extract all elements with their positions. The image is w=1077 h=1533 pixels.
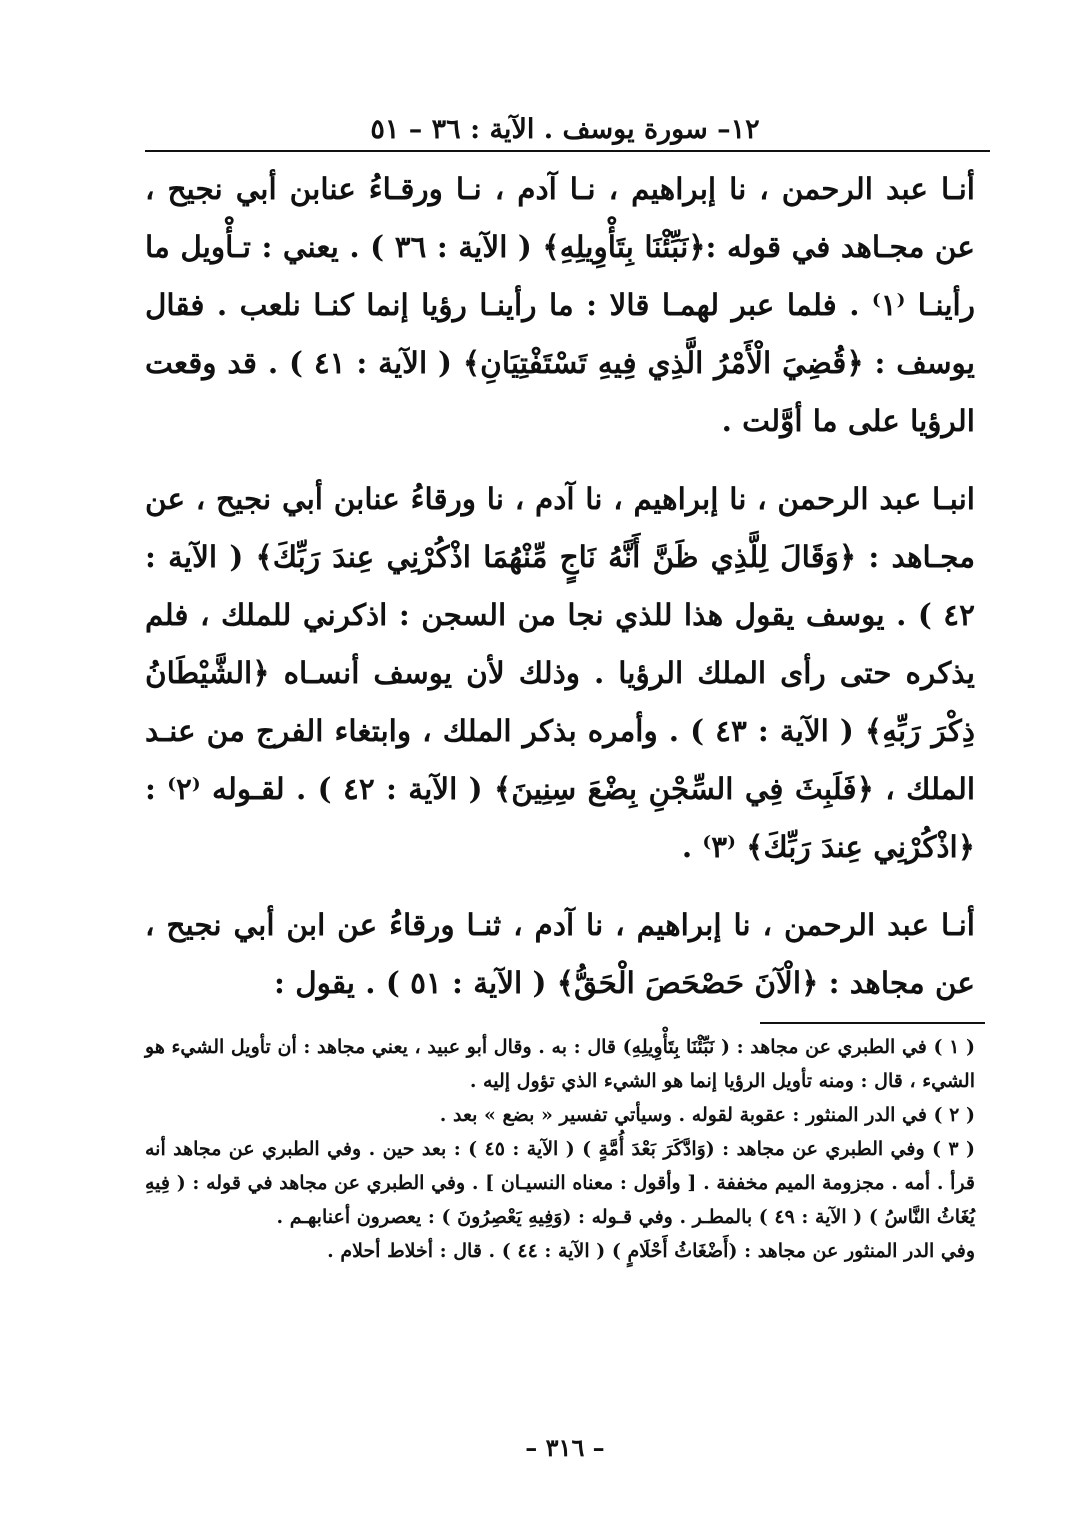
footnote-3-continued: وفي الدر المنثور عن مجاهد : (أَضْغَاثُ أَحْلَامٍ ) ( الآية : ٤٤ ) . قال : أخلاط أحلام . — [327, 1240, 975, 1262]
paragraph-3: أنـا عبد الرحمن ، نا إبراهيم ، نا آدم ، ثنـا ورقاءُ عن ابن أبي نجيح ، عن مجاهد : ﴿الْآنَ حَصْحَصَ الْحَقُّ﴾ ( الآية : ٥١ ) . يقول : — [145, 907, 975, 1000]
footnote-2: ( ٢ ) في الدر المنثور : عقوبة لقوله . وسيأتي تفسير « بضع » بعد . — [439, 1104, 975, 1126]
running-head: ١٢– سورة يوسف . الآية : ٣٦ – ٥١ — [370, 114, 760, 145]
paragraph-1: أنـا عبد الرحمن ، نا إبراهيم ، نـا آدم ، نـا ورقـاءُ عنابن أبي نجيح ، عن مجـاهد في قوله :﴿نَبِّئْنَا بِتَأْوِيلِهِ﴾ ( الآية : ٣٦ ) . يعني : تـأْويل ما رأينـا ⁽١⁾ . فلما عبر لهمـا قالا : ما رأينـا رؤيا إنما كنـا نلعب . فقال يوسف : ﴿قُضِيَ الْأَمْرُ الَّذِي فِيهِ تَسْتَفْتِيَانِ﴾ ( الآية : ٤١ ) . قد وقعت الرؤيا على ما أوَّلت . — [145, 171, 975, 438]
footnote-1: ( ١ ) في الطبري عن مجاهد : ( نَبِّئْنَا بِتَأْوِيلِهِ) قال : به . وقال أبو عبيد ، يعني مجاهد : أن تأويل الشيء هو الشيء ، قال : ومنه تأويل الرؤيا إنما هو الشيء الذي تؤول إليه . — [145, 1036, 975, 1092]
footnote-3: ( ٣ ) وفي الطبري عن مجاهد : (وَادَّكَرَ بَعْدَ أُمَّةٍ ) ( الآية : ٤٥ ) : بعد حين . وفي الطبري عن مجاهد أنه قرأ . أمه . مجزومة الميم مخففة . [ وأقول : معناه النسيـان ] . وفي الطبري عن مجاهد في قوله : ( فِيهِ يُغَاثُ النَّاسُ ) ( الآية : ٤٩ ) بالمطـر . وفي قـوله : (وَفِيهِ يَعْصِرُونَ ) : يعصرون أعنابهـم . — [145, 1138, 976, 1228]
paragraph-2: انبـا عبد الرحمن ، نا إبراهيم ، نا آدم ، نا ورقاءُ عنابن أبي نجيح ، عن مجـاهد : ﴿وَقَالَ لِلَّذِي ظَنَّ أَنَّهُ نَاجٍ مِّنْهُمَا اذْكُرْنِي عِندَ رَبِّكَ﴾ ( الآية : ٤٢ ) . يوسف يقول هذا للذي نجا من السجن : اذكرني للملك ، فلم يذكره حتى رأى الملك الرؤيا . وذلك لأن يوسف أنسـاه ﴿الشَّيْطَانُ ذِكْرَ رَبِّهِ﴾ ( الآية : ٤٣ ) . وأمره بذكر الملك ، وابتغاء الفرج من عنـد الملك ، ﴿فَلَبِثَ فِي السِّجْنِ بِضْعَ سِنِينَ﴾ ( الآية : ٤٢ ) . لقـوله ⁽٢⁾ :﴿اذْكُرْنِي عِندَ رَبِّكَ﴾ ⁽٣⁾ . — [145, 481, 976, 864]
page-number: – ٣١٦ – — [525, 1433, 605, 1462]
header-rule — [145, 150, 990, 152]
footnote-rule — [760, 1022, 985, 1024]
footnotes — [145, 1030, 975, 1268]
main-text — [145, 160, 975, 1032]
